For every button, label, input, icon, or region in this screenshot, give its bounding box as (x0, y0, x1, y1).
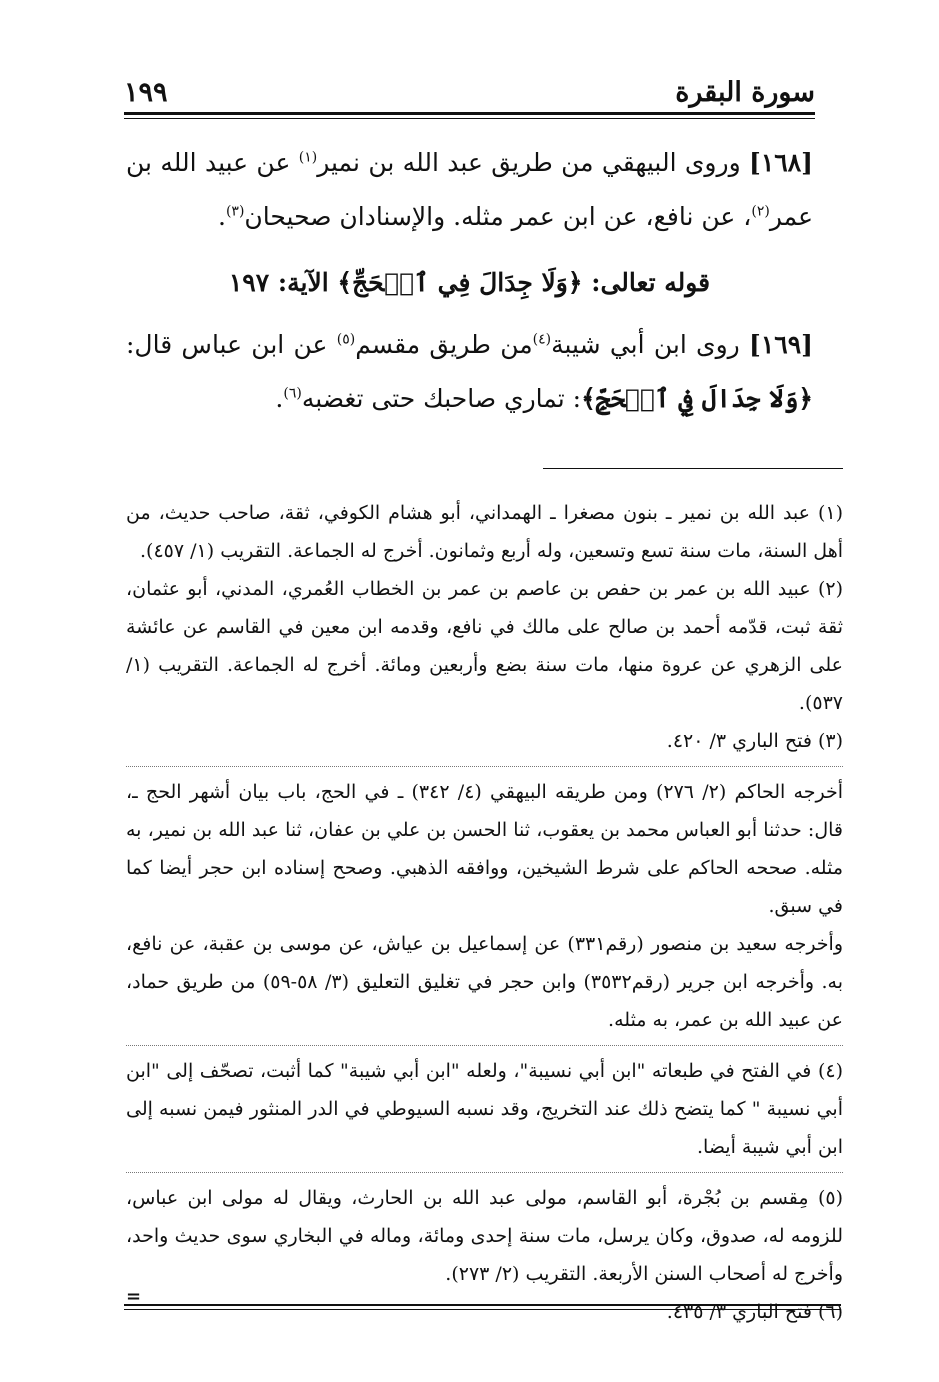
main-text (126, 136, 813, 426)
footnote-divider (126, 1172, 843, 1173)
footnote-ref: (٢) (751, 203, 770, 220)
footnote-ref: (٤) (532, 331, 552, 348)
text: وروى البيهقي من طريق عبد الله بن نمير (317, 148, 750, 177)
continuation-marker: = (126, 1286, 142, 1307)
footnote-6: (٦) فتح الباري ٣/ ٤٣٥. (666, 1301, 843, 1323)
text: : تماري صاحبك حتى تغضبه (301, 384, 582, 413)
heading-suffix: الآية: ١٩٧ (228, 268, 338, 297)
text: ، عن نافع، عن ابن عمر مثله. والإسنادان صحيحان (244, 202, 752, 231)
narration-number: [١٦٩] (749, 330, 814, 359)
footnote-ref: (٣) (225, 203, 245, 220)
quran-ayah: ﴿وَلَا جِدَالَ فِي ٱلۡحَجِّ﴾ (337, 268, 583, 297)
footnote-5: (٥) مِقسم بن بُجْرة، أبو القاسم، مولى عبد الله بن الحارث، ويقال له مولى ابن عباس، للزومه له، صدوق، وكان يرسل، مات سنة إحدى ومائة، وماله في البخاري سوى حديث واحد، وأخرج له أصحاب السنن الأربعة. التقريب (٢/ ٢٧٣). (126, 1187, 843, 1285)
footer-rule-thin (124, 1309, 841, 1310)
text: . (275, 384, 284, 413)
footnote-divider (126, 766, 843, 767)
footnote-2: (٢) عبيد الله بن عمر بن حفص بن عاصم بن عمر بن الخطاب العُمري، المدني، أبو عثمان، ثقة ثبت، قدّمه أحمد بن صالح على مالك في نافع، وقدمه ابن معين في القاسم عن عائشة على الزهري عن عروة منها، مات سنة بضع وأربعين ومائة. أخرج له الجماعة. التقريب (١/ ٥٣٧). (126, 578, 843, 714)
footnote-3-takhrij: أخرجه الحاكم (٢/ ٢٧٦) ومن طريقه البيهقي (٤/ ٣٤٢) ـ في الحج، باب بيان أشهر الحج ـ، قال: حدثنا أبو العباس محمد بن يعقوب، ثنا الحسن بن علي بن عفان، ثنا عبد الله بن نمير، به مثله. صححه الحاكم على شرط الشيخين، ووافقه الذهبي. وصحح إسناده ابن حجر أيضا كما في سبق. (126, 781, 843, 917)
verse-heading (126, 256, 813, 310)
sura-title: سورة البقرة (675, 77, 815, 108)
text: من طريق مقسم (355, 330, 533, 359)
footnote-separator (543, 468, 843, 469)
text: عن ابن عباس قال: (126, 330, 337, 359)
narration-number: [١٦٨] (749, 148, 813, 177)
header-rule-thin (124, 118, 815, 119)
footnote-4: (٤) في الفتح في طبعاته "ابن أبي نسيبة"، ولعله "ابن أبي شيبة" كما أثبت، تصحّف إلى "ابن أبي نسيبة " كما يتضح ذلك عند التخريج، وقد نسبه السيوطي في الدر المنثور فيمن نسبه إلى ابن أبي شيبة أيضا. (126, 1060, 843, 1158)
footnote-ref: (٥) (336, 331, 356, 348)
footnotes (126, 494, 843, 1331)
paragraph-168 (126, 136, 813, 244)
header-rule-thick (124, 112, 815, 115)
footnote-ref: (١) (298, 149, 318, 166)
footnote-1: (١) عبد الله بن نمير ـ بنون مصغرا ـ الهمداني، أبو هشام الكوفي، ثقة، صاحب حديث، من أهل السنة، مات سنة تسع وتسعين، وله أربع وثمانون. أخرج له الجماعة. التقريب (١/ ٤٥٧). (126, 502, 843, 562)
page-header (124, 64, 815, 108)
footnote-3: (٣) فتح الباري ٣/ ٤٢٠. (666, 730, 843, 752)
quran-ayah: ﴿وَلَا جِدَالَ فِي ٱلۡحَجِّ﴾ (581, 384, 813, 413)
text: عن عبيد الله بن عمر (126, 148, 813, 231)
heading-prefix: قوله تعالى: (582, 268, 711, 297)
footnote-divider (126, 1045, 843, 1046)
footnote-3-takhrij: وأخرجه سعيد بن منصور (رقم٣٣١) عن إسماعيل بن عياش، عن موسى بن عقبة، عن نافع، به. وأخرجه ابن جرير (رقم٣٥٣٢) وابن حجر في تغليق التعليق (٣/ ٥٨-٥٩) من طريق حماد، عن عبيد الله بن عمر، به مثله. (126, 933, 843, 1031)
footer-rule-thick (124, 1304, 841, 1306)
footnote-ref: (٦) (283, 385, 302, 402)
text: . (217, 202, 226, 231)
page-number: ١٩٩ (124, 77, 168, 108)
paragraph-169 (126, 318, 813, 426)
text: روى ابن أبي شيبة (551, 330, 750, 359)
